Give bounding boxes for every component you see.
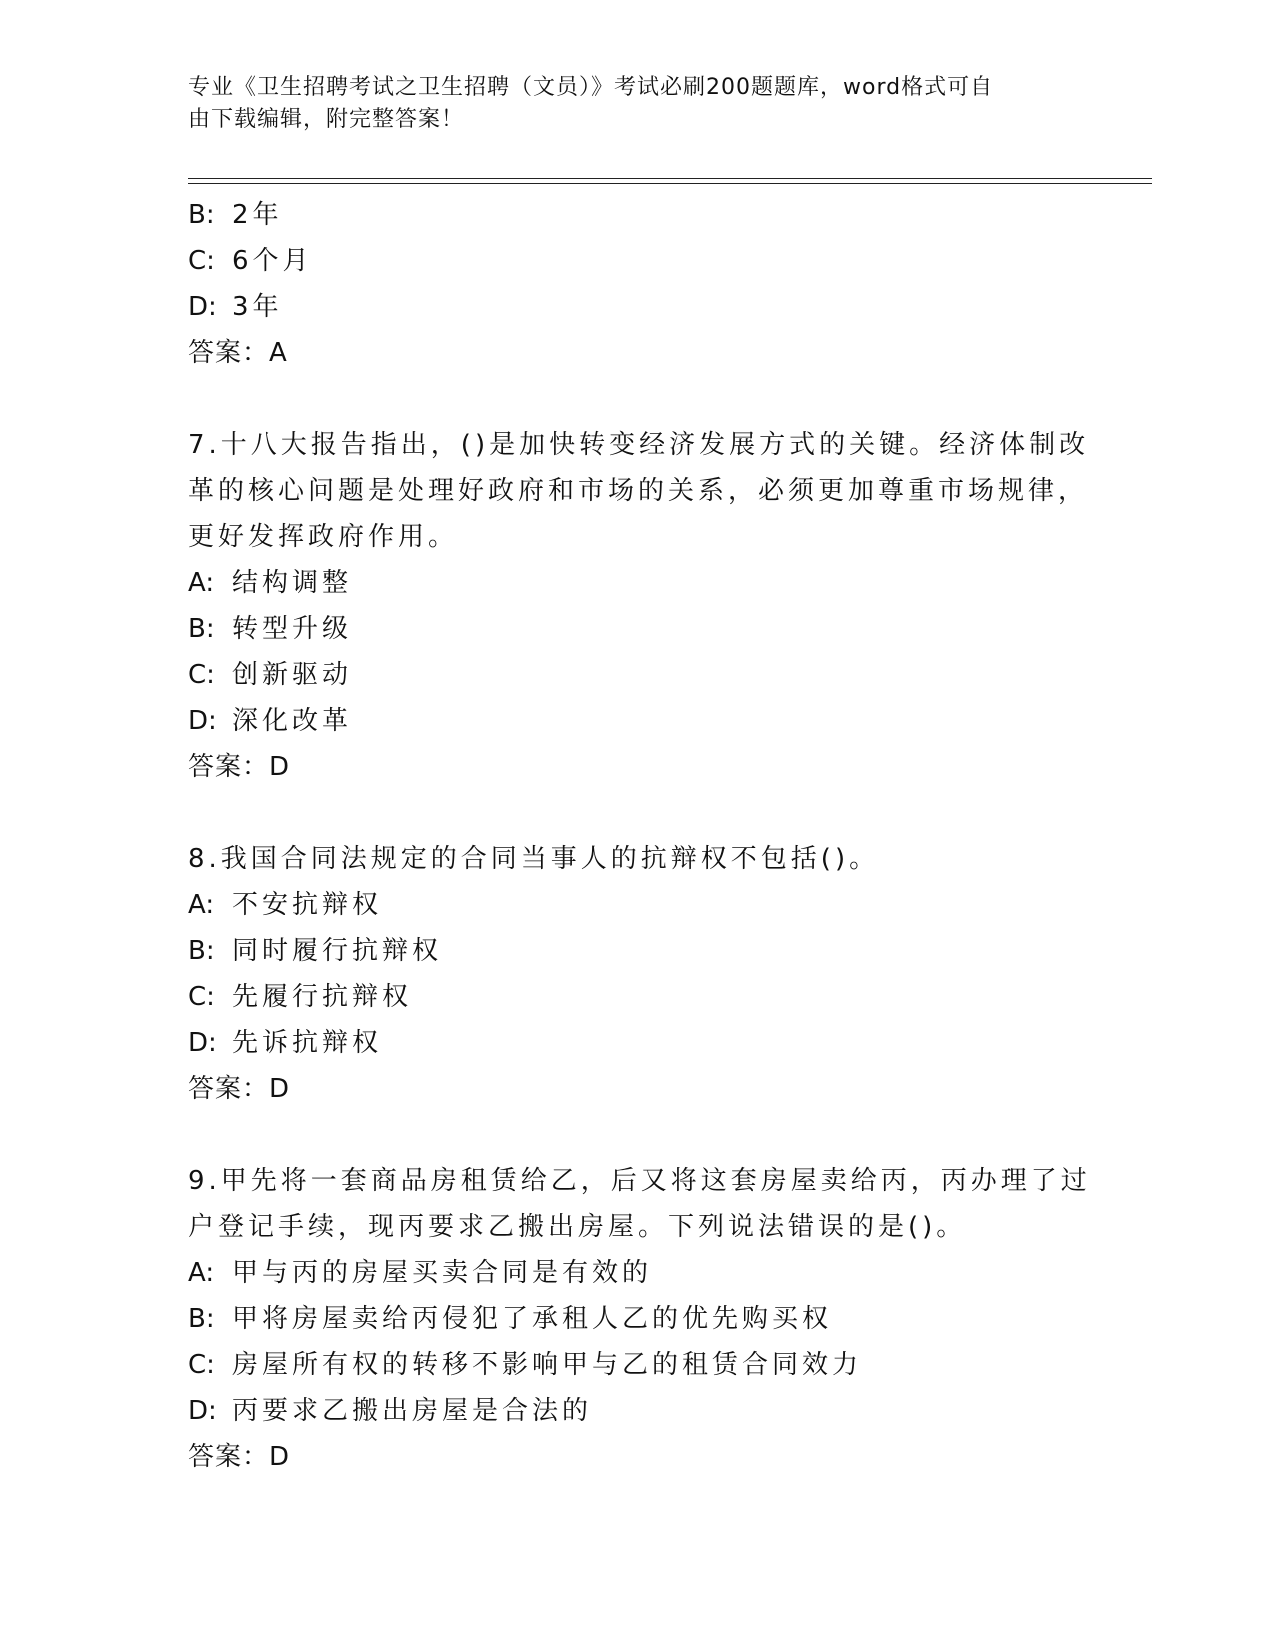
option-c	[188, 1342, 1088, 1388]
option-key: C:	[188, 982, 215, 1012]
option-key: A:	[188, 1258, 215, 1288]
option-text: 同时履行抗辩权	[232, 936, 443, 966]
spacer	[188, 1112, 1088, 1158]
question-list	[188, 192, 1091, 1480]
question-text-line: 8.我国合同法规定的合同当事人的抗辩权不包括()。	[188, 844, 880, 874]
option-key: B:	[188, 1304, 215, 1334]
question-block-prev	[188, 192, 1088, 376]
answer-line: 答案：A	[188, 338, 288, 368]
option-key: B:	[188, 614, 215, 644]
option-b	[188, 1296, 1088, 1342]
question-text-line: 革的核心问题是处理好政府和市场的关系，必须更加尊重市场规律，	[188, 476, 1089, 506]
question-text-line: 更好发挥政府作用。	[188, 522, 459, 552]
option-b	[188, 606, 1088, 652]
option-key: A:	[188, 890, 215, 920]
option-key: D:	[188, 292, 217, 322]
header-divider-bottom	[188, 183, 1152, 184]
option-text: 结构调整	[232, 568, 353, 598]
option-key: A:	[188, 568, 215, 598]
option-c	[188, 238, 1088, 284]
question-block-8	[188, 836, 1088, 1112]
option-text: 转型升级	[232, 614, 353, 644]
option-b	[188, 928, 1088, 974]
option-key: C:	[188, 246, 215, 276]
option-d	[188, 698, 1088, 744]
answer-line: 答案：D	[188, 1074, 291, 1104]
question-text-line: 7.十八大报告指出，()是加快转变经济发展方式的关键。经济体制改	[188, 430, 1090, 460]
option-text: 甲将房屋卖给丙侵犯了承租人乙的优先购买权	[232, 1304, 833, 1334]
option-text: 先履行抗辩权	[232, 982, 413, 1012]
option-text: 深化改革	[232, 706, 353, 736]
spacer	[188, 376, 1088, 422]
document-header	[188, 72, 1068, 136]
header-divider-top	[188, 178, 1152, 179]
option-text: 先诉抗辩权	[232, 1028, 383, 1058]
option-key: B:	[188, 200, 215, 230]
option-key: D:	[188, 1028, 217, 1058]
option-key: D:	[188, 1396, 217, 1426]
option-a	[188, 882, 1088, 928]
option-d	[188, 284, 1088, 330]
option-text: 3年	[232, 292, 283, 322]
question-text-line: 户登记手续，现丙要求乙搬出房屋。下列说法错误的是()。	[188, 1212, 967, 1242]
option-key: C:	[188, 660, 215, 690]
option-d	[188, 1020, 1088, 1066]
option-c	[188, 974, 1088, 1020]
option-text: 不安抗辩权	[232, 890, 383, 920]
option-key: C:	[188, 1350, 215, 1380]
header-line-2: 由下载编辑，附完整答案！	[188, 107, 465, 132]
question-text-line: 9.甲先将一套商品房租赁给乙，后又将这套房屋卖给丙，丙办理了过	[188, 1166, 1091, 1196]
option-key: B:	[188, 936, 215, 966]
option-b	[188, 192, 1088, 238]
question-block-9	[188, 1158, 1091, 1480]
option-c	[188, 652, 1088, 698]
answer-line: 答案：D	[188, 1442, 291, 1472]
option-key: D:	[188, 706, 217, 736]
option-text: 丙要求乙搬出房屋是合法的	[232, 1396, 593, 1426]
answer-line: 答案：D	[188, 752, 291, 782]
option-a	[188, 560, 1088, 606]
option-d	[188, 1388, 1088, 1434]
option-text: 甲与丙的房屋买卖合同是有效的	[232, 1258, 653, 1288]
option-text: 6个月	[232, 246, 313, 276]
header-line-1: 专业《卫生招聘考试之卫生招聘（文员）》考试必刷200题题库，word格式可自	[188, 75, 994, 100]
option-a	[188, 1250, 1088, 1296]
option-text: 创新驱动	[232, 660, 353, 690]
spacer	[188, 790, 1088, 836]
option-text: 房屋所有权的转移不影响甲与乙的租赁合同效力	[232, 1350, 863, 1380]
option-text: 2年	[232, 200, 283, 230]
question-block-7	[188, 422, 1088, 790]
